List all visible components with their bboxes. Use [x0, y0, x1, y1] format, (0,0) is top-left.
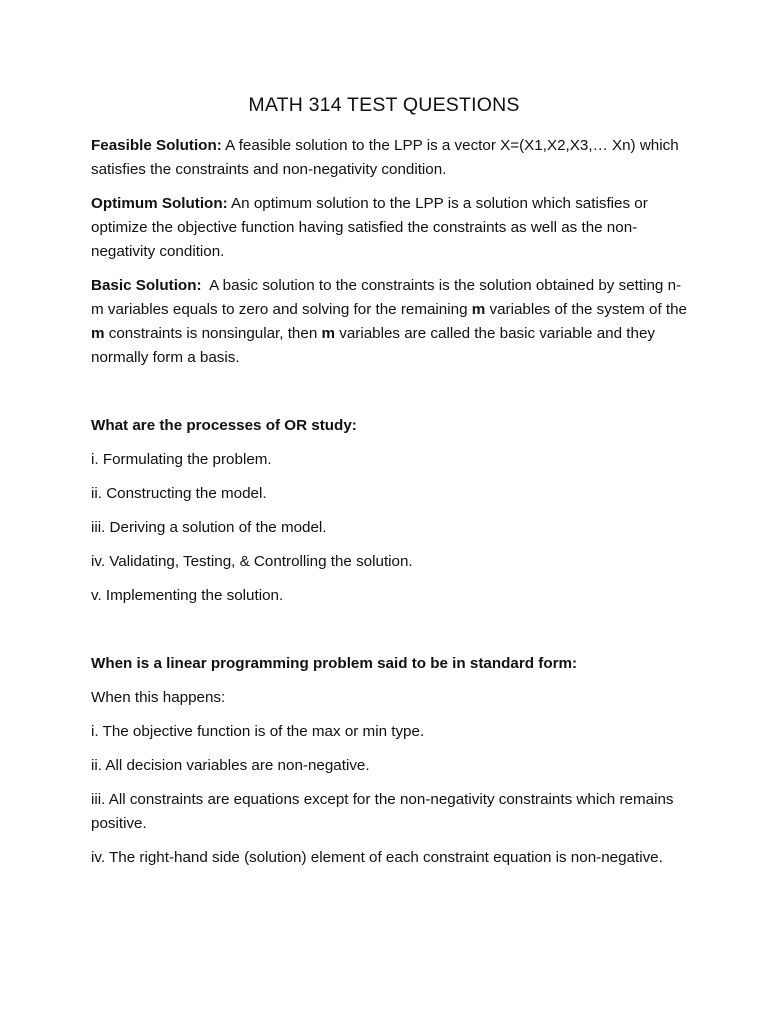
variable-m: m	[91, 325, 105, 342]
list-item: ii. Constructing the model.	[91, 485, 267, 502]
list-item: iii. All constraints are equations except for the non-negativity constraints which remains positive.	[91, 791, 674, 832]
variable-m: m	[321, 325, 336, 342]
definition-optimum	[91, 192, 691, 264]
definition-text: An optimum solution to the LPP is a solution which satisfies or optimize the objective function having satisfied the constraints as well as the non-negativity condition.	[91, 195, 648, 260]
list-item: iii. Deriving a solution of the model.	[91, 519, 327, 536]
definition-text: variables of the system of the	[485, 301, 692, 318]
document-body	[91, 134, 691, 870]
definition-term: Optimum Solution:	[91, 195, 228, 212]
variable-m: m	[471, 301, 486, 318]
list-item: iv. The right-hand side (solution) element of each constraint equation is non-negative.	[91, 849, 663, 866]
list-item: i. The objective function is of the max or min type.	[91, 723, 425, 740]
list-item: i. Formulating the problem.	[91, 451, 272, 468]
list-item: v. Implementing the solution.	[91, 587, 284, 604]
list-item: iv. Validating, Testing, & Controlling the solution.	[91, 553, 413, 570]
lp-section-heading	[91, 652, 691, 676]
definition-text: variables are called the basic variable and they normally form a basis.	[91, 325, 660, 366]
lp-section-intro: When this happens:	[91, 689, 226, 706]
definition-text: constraints is nonsingular, then	[104, 325, 322, 342]
definition-text: A basic solution to the constraints is the solution obtained by setting n-m variables equals to zero and solving for the remaining	[91, 277, 682, 318]
page-title: MATH 314 TEST QUESTIONS	[248, 94, 520, 116]
or-section-heading	[91, 414, 691, 438]
definition-term: Basic Solution:	[91, 277, 202, 294]
definition-feasible	[91, 134, 691, 182]
heading-text: What are the processes of OR study:	[91, 417, 357, 434]
heading-text: When is a linear programming problem said to be in standard form:	[91, 655, 578, 672]
list-item: ii. All decision variables are non-negative.	[91, 757, 370, 774]
definition-term: Feasible Solution:	[91, 137, 222, 154]
definition-basic	[91, 274, 691, 370]
definition-text: A feasible solution to the LPP is a vector X=(X1,X2,X3,… Xn) which satisfies the constraints and non-negativity condition.	[91, 137, 679, 178]
